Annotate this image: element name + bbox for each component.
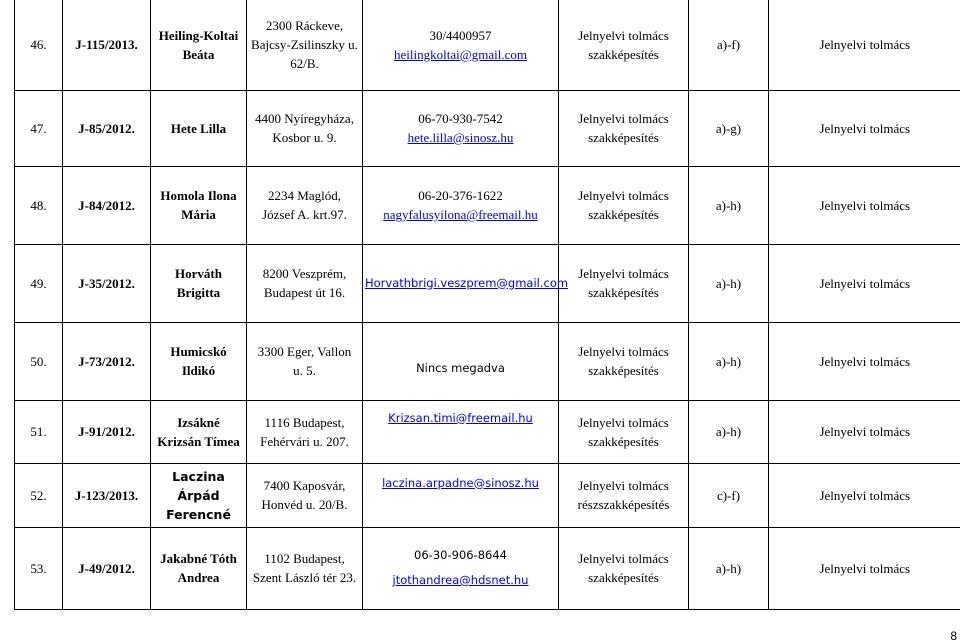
competence-range: a)-h) [689, 244, 769, 322]
interpreter-name: Homola Ilona Mária [151, 166, 247, 244]
contact [363, 400, 559, 463]
qualification: Jelnyelvi tolmács részszakképesítés [559, 463, 689, 527]
row-number: 46. [15, 0, 63, 90]
address: 7400 Kaposvár, Honvéd u. 20/B. [247, 463, 363, 527]
interpreter-name: Horváth Brigitta [151, 244, 247, 322]
address: 1116 Budapest, Fehérvári u. 207. [247, 400, 363, 463]
competence-range: a)-h) [689, 322, 769, 400]
registration-code: J-73/2012. [63, 322, 151, 400]
address: 3300 Eger, Vallon u. 5. [247, 322, 363, 400]
row-number: 52. [15, 463, 63, 527]
table-row [15, 322, 960, 400]
title: Jelnyelvi tolmács [769, 166, 960, 244]
interpreter-name: Izsákné Krizsán Tímea [151, 400, 247, 463]
phone: 06-70-930-7542 [418, 111, 503, 126]
title: Jelnyelvi tolmács [769, 244, 960, 322]
table-row [15, 400, 960, 463]
qualification: Jelnyelvi tolmács szakképesítés [559, 400, 689, 463]
competence-range: a)-g) [689, 90, 769, 166]
contact [363, 90, 559, 166]
row-number: 47. [15, 90, 63, 166]
title: Jelnyelvi tolmács [769, 0, 960, 90]
contact [363, 322, 559, 400]
row-number: 48. [15, 166, 63, 244]
contact [363, 463, 559, 527]
row-number: 53. [15, 527, 63, 609]
table-row [15, 463, 960, 527]
email-link[interactable]: jtothandrea@hdsnet.hu [392, 573, 529, 587]
registration-code: J-35/2012. [63, 244, 151, 322]
qualification: Jelnyelvi tolmács szakképesítés [559, 322, 689, 400]
email-link[interactable]: laczina.arpadne@sinosz.hu [382, 475, 539, 490]
address: 1102 Budapest, Szent László tér 23. [247, 527, 363, 609]
registration-code: J-123/2013. [63, 463, 151, 527]
phone: 30/4400957 [429, 27, 492, 43]
contact [363, 527, 559, 609]
contact [363, 0, 559, 90]
address: 2234 Maglód, József A. krt.97. [247, 166, 363, 244]
interpreter-name: Jakabné Tóth Andrea [151, 527, 247, 609]
table-row [15, 0, 960, 90]
table-row [15, 244, 960, 322]
interpreter-name: Hete Lilla [151, 90, 247, 166]
competence-range: c)-f) [689, 463, 769, 527]
qualification: Jelnyelvi tolmács szakképesítés [559, 90, 689, 166]
phone: 06-30-906-8644 [414, 548, 507, 562]
registration-code: J-84/2012. [63, 166, 151, 244]
competence-range: a)-h) [689, 527, 769, 609]
email-missing: Nincs megadva [416, 360, 505, 375]
phone: 06-20-376-1622 [418, 188, 503, 203]
address: 8200 Veszprém, Budapest út 16. [247, 244, 363, 322]
competence-range: a)-h) [689, 400, 769, 463]
qualification: Jelnyelvi tolmács szakképesítés [559, 166, 689, 244]
title: Jelnyelvi tolmács [769, 463, 960, 527]
interpreter-name: Heiling-Koltai Beáta [151, 0, 247, 90]
email-link[interactable]: hete.lilla@sinosz.hu [407, 130, 514, 145]
address: 4400 Nyíregyháza, Kosbor u. 9. [247, 90, 363, 166]
row-number: 50. [15, 322, 63, 400]
title: Jelnyelvi tolmács [769, 322, 960, 400]
title: Jelnyelvi tolmács [769, 90, 960, 166]
email-link[interactable]: heilingkoltai@gmail.com [394, 46, 527, 62]
email-link[interactable]: Krizsan.timi@freemail.hu [388, 410, 533, 425]
qualification: Jelnyelvi tolmács szakképesítés [559, 244, 689, 322]
qualification: Jelnyelvi tolmács szakképesítés [559, 527, 689, 609]
registration-code: J-91/2012. [63, 400, 151, 463]
title: Jelnyelvi tolmács [769, 527, 960, 609]
interpreter-name: Humicskó Ildikó [151, 322, 247, 400]
title: Jelnyelvi tolmács [769, 400, 960, 463]
row-number: 51. [15, 400, 63, 463]
page-number: 8 [950, 629, 957, 643]
table-row [15, 90, 960, 166]
email-link[interactable]: nagyfalusyilona@freemail.hu [383, 207, 538, 222]
registration-code: J-85/2012. [63, 90, 151, 166]
interpreter-registry-table [14, 0, 960, 610]
address: 2300 Ráckeve, Bajcsy-Zsilinszky u. 62/B. [247, 0, 363, 90]
competence-range: a)-f) [689, 0, 769, 90]
table-row [15, 166, 960, 244]
registration-code: J-115/2013. [63, 0, 151, 90]
contact [363, 166, 559, 244]
table-row [15, 527, 960, 609]
interpreter-name: Laczina Árpád Ferencné [151, 463, 247, 527]
qualification: Jelnyelvi tolmács szakképesítés [559, 0, 689, 90]
contact [363, 244, 569, 322]
email-link[interactable]: Horvathbrigi.veszprem@gmail.com [365, 275, 569, 290]
competence-range: a)-h) [689, 166, 769, 244]
row-number: 49. [15, 244, 63, 322]
registration-code: J-49/2012. [63, 527, 151, 609]
